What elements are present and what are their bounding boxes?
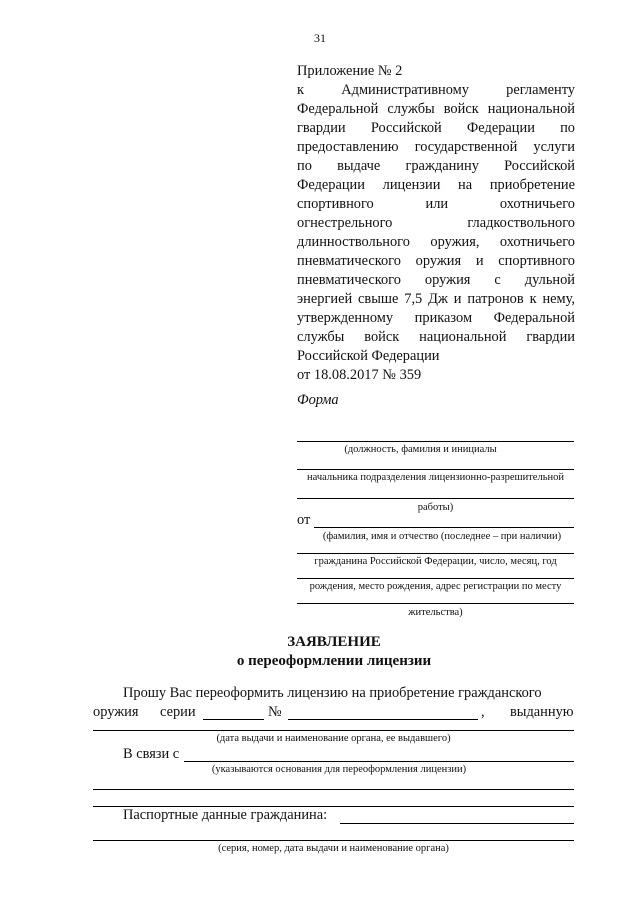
applicant-line-2[interactable]: [297, 553, 574, 554]
statement-line-1: Прошу Вас переоформить лицензию на приобретение гражданского: [123, 685, 542, 701]
statement-series-label: серии: [160, 704, 196, 720]
applicant-line-3[interactable]: [297, 578, 574, 579]
applicant-caption-birth: рождения, место рождения, адрес регистрации по месту: [309, 581, 562, 592]
appendix-line: гвардии Российской Федерации по: [297, 120, 575, 136]
appendix-block: [297, 62, 575, 385]
reason-field-2[interactable]: [93, 789, 574, 790]
document-title: ЗАЯВЛЕНИЕ: [287, 634, 381, 650]
appendix-line: Федеральной службы войск национальной: [297, 101, 575, 117]
appendix-line: службы войск национальной гвардии: [297, 329, 575, 345]
appendix-text: [297, 81, 575, 347]
appendix-line: огнестрельного гладкоствольного: [297, 215, 575, 231]
appendix-line: спортивного или охотничьего: [297, 196, 575, 212]
applicant-caption-residence: жительства): [408, 607, 463, 618]
statement-number-label: №: [268, 704, 282, 720]
appendix-line-last-2: от 18.08.2017 № 359: [297, 367, 422, 383]
appendix-line-last-1: Российской Федерации: [297, 348, 440, 364]
statement-comma: ,: [481, 704, 485, 720]
statement-weapon: оружия: [93, 704, 139, 720]
passport-field[interactable]: [340, 823, 574, 824]
recipient-line-1[interactable]: [297, 441, 574, 442]
issue-caption: (дата выдачи и наименование органа, ее выдавшего): [216, 733, 451, 744]
recipient-caption-work: работы): [417, 502, 454, 513]
appendix-line: пневматического оружия с дульной: [297, 272, 575, 288]
from-label: от: [297, 512, 311, 528]
appendix-line: к Административному регламенту: [297, 82, 575, 98]
applicant-line-4[interactable]: [297, 603, 574, 604]
series-field[interactable]: [203, 719, 264, 720]
document-subtitle: о переоформлении лицензии: [236, 653, 432, 669]
appendix-line: энергией свыше 7,5 Дж и патронов к нему,: [297, 291, 575, 307]
applicant-caption-name: (фамилия, имя и отчество (последнее – при наличии): [322, 531, 562, 542]
reason-caption: (указываются основания для переоформления лицензии): [211, 764, 467, 775]
reason-label: В связи с: [123, 746, 180, 762]
statement-issued: выданную: [510, 704, 574, 720]
recipient-line-3[interactable]: [297, 498, 574, 499]
applicant-caption-citizen: гражданина Российской Федерации, число, месяц, год: [314, 556, 557, 567]
reason-field[interactable]: [184, 761, 574, 762]
page-number: 31: [314, 31, 326, 45]
appendix-line: Федерации лицензии на приобретение: [297, 177, 575, 193]
appendix-line: утвержденному приказом Федеральной: [297, 310, 575, 326]
applicant-line-1[interactable]: [314, 527, 574, 528]
appendix-line: по выдаче гражданину Российской: [297, 158, 575, 174]
recipient-line-2[interactable]: [297, 469, 574, 470]
recipient-caption-position: (должность, фамилия и инициалы: [344, 444, 497, 455]
passport-field-2[interactable]: [93, 840, 574, 841]
appendix-line: пневматического оружия и спортивного: [297, 253, 575, 269]
appendix-line: длинноствольного оружия, охотничьего: [297, 234, 575, 250]
passport-label: Паспортные данные гражданина:: [123, 807, 328, 823]
appendix-line: предоставлению государственной услуги: [297, 139, 575, 155]
appendix-title: Приложение № 2: [297, 63, 403, 79]
form-label: Форма: [297, 392, 339, 408]
passport-caption: (серия, номер, дата выдачи и наименование органа): [218, 843, 449, 854]
issue-field[interactable]: [93, 730, 574, 731]
recipient-caption-head: начальника подразделения лицензионно-разрешительной: [307, 472, 564, 483]
number-field[interactable]: [288, 719, 478, 720]
